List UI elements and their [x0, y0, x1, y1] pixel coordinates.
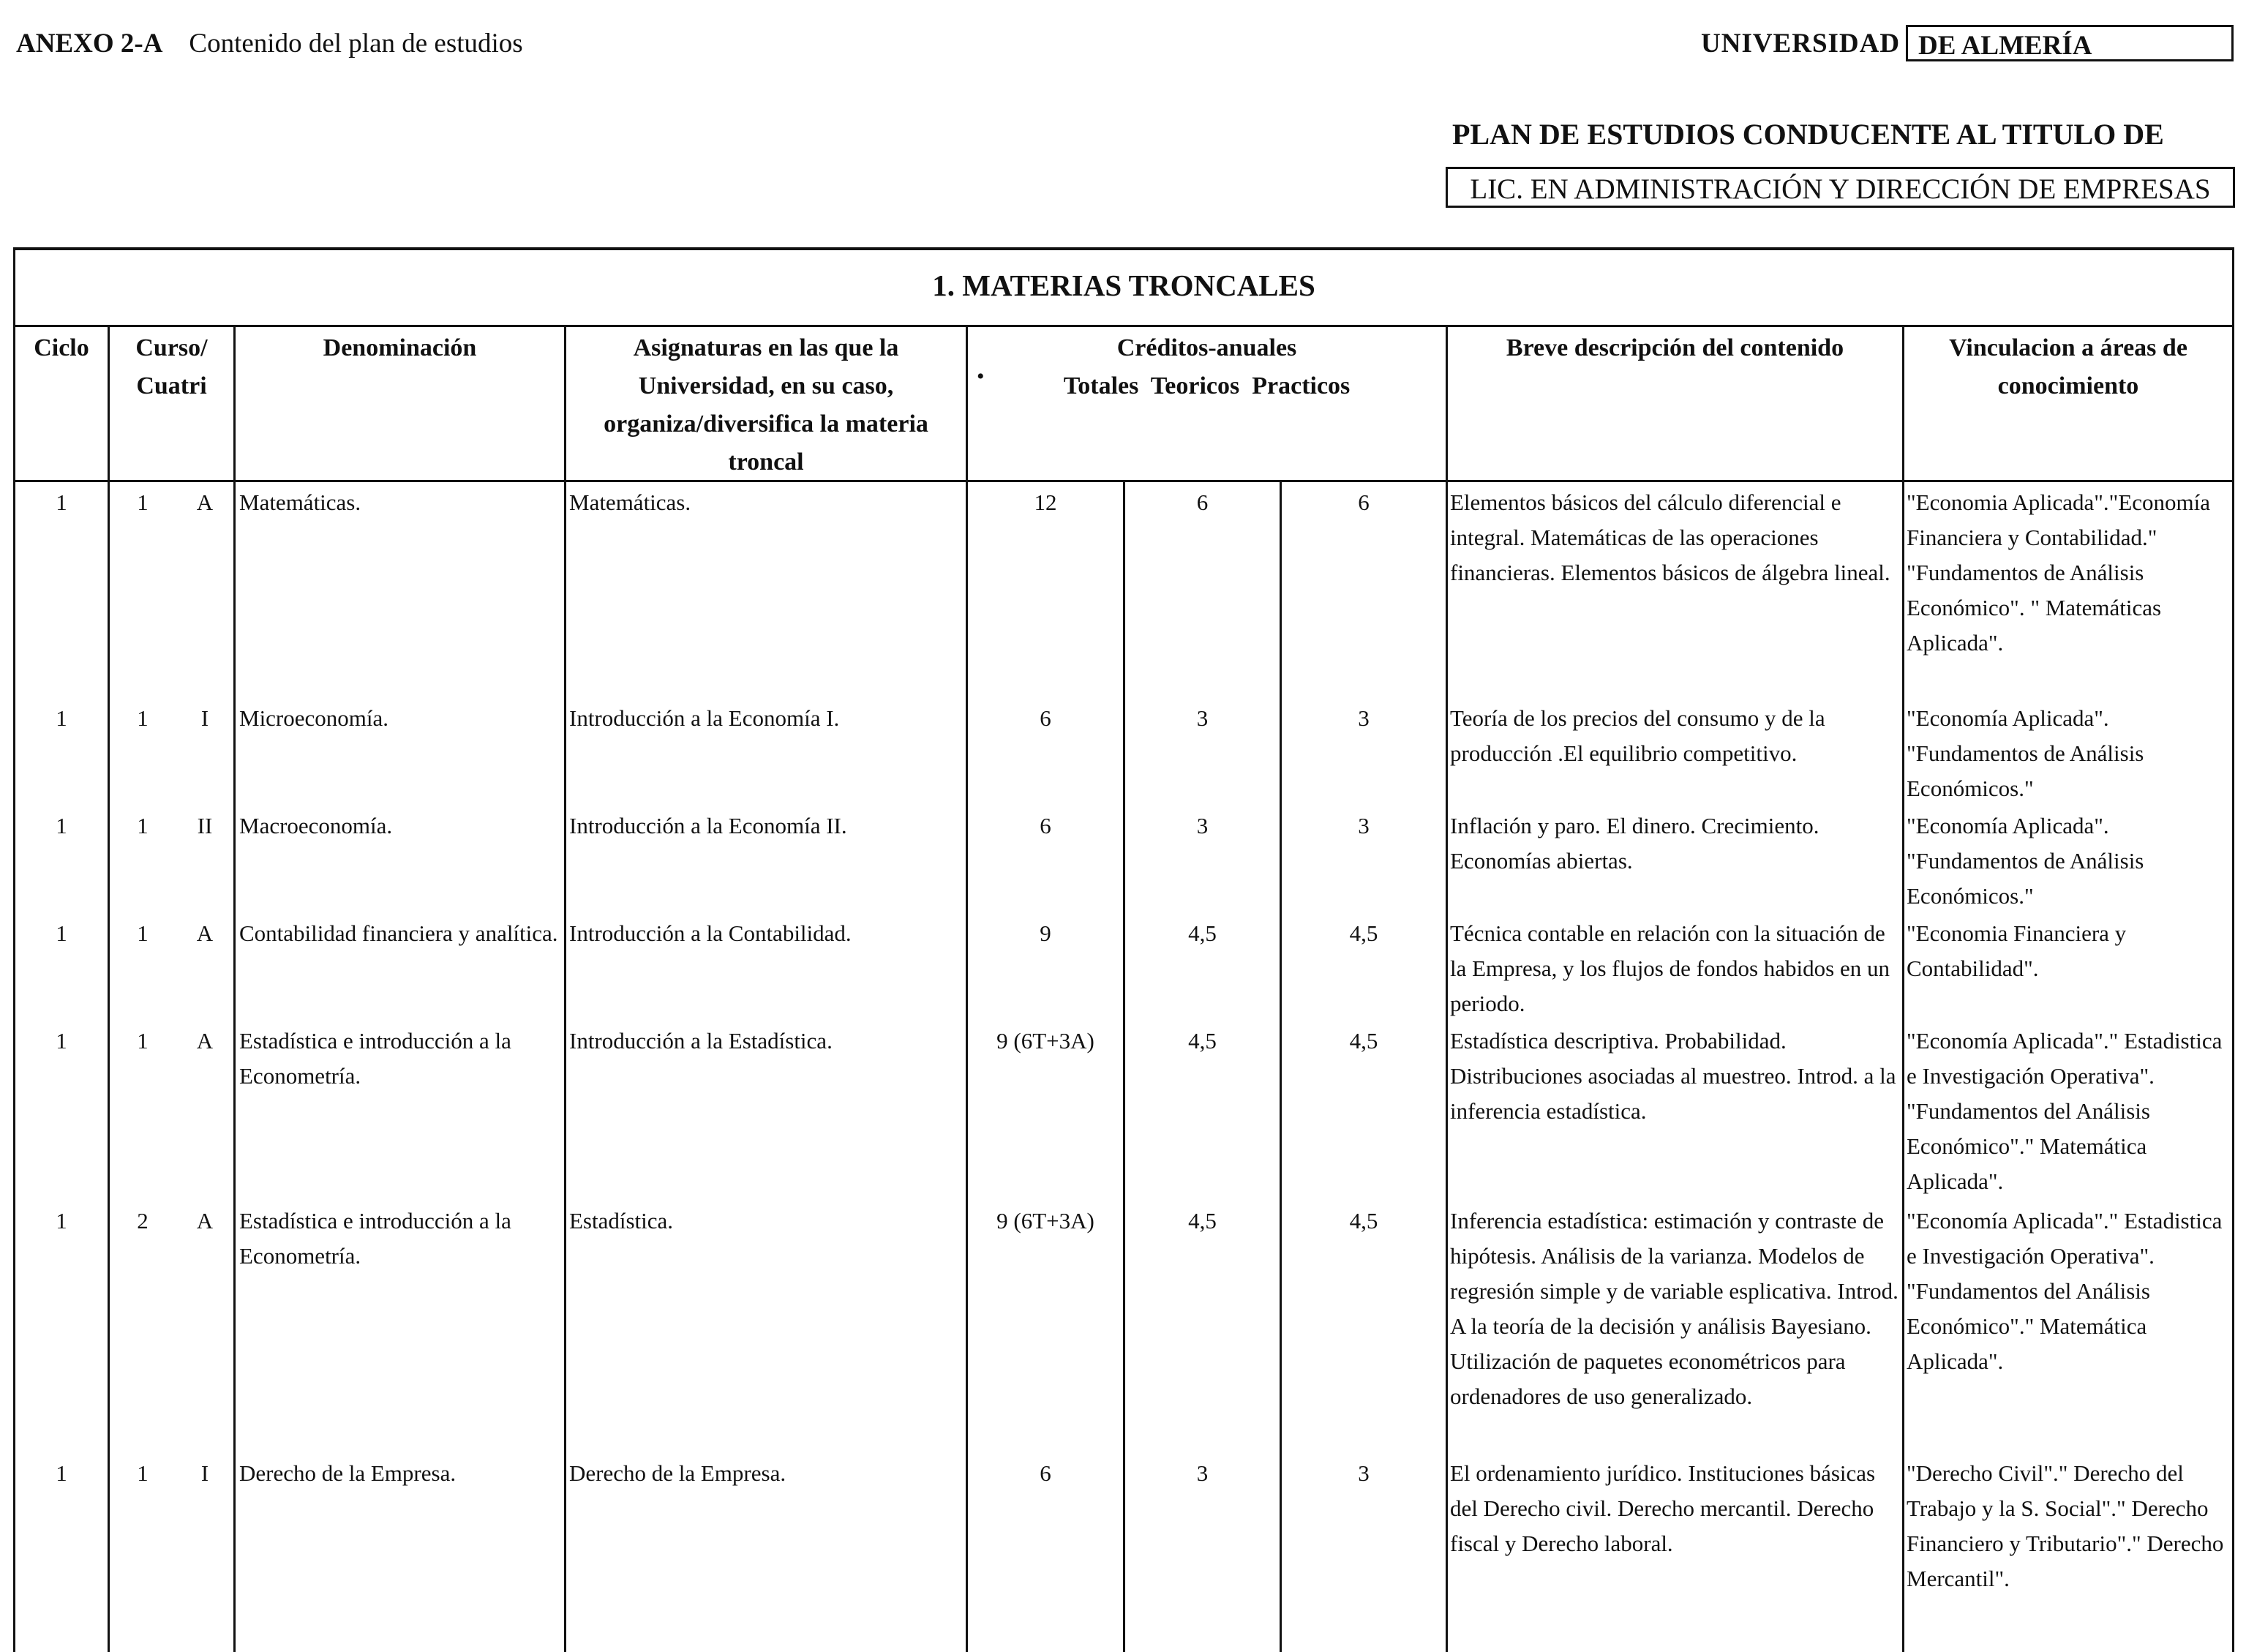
cell-denominacion: Contabilidad financiera y analítica.	[239, 920, 558, 946]
cell-teoricos: 4,5	[1188, 1028, 1217, 1054]
cell-ciclo: 1	[56, 813, 67, 838]
cell-denominacion: Derecho de la Empresa.	[239, 1460, 457, 1486]
cell-vinculacion: "Economía Aplicada"." Estadistica e Investigación Operativa". "Fundamentos del Análisis Económico"." Matemática Aplicada".	[1907, 1028, 2223, 1194]
section-divider	[13, 325, 2234, 327]
cell-curso: 1	[137, 813, 149, 838]
cell-descripcion: Teoría de los precios del consumo y de la producción .El equilibrio competitivo.	[1450, 705, 1825, 766]
cell-vinculacion: "Economía Aplicada". "Fundamentos de Análisis Económicos."	[1907, 813, 2144, 909]
cell-ciclo: 1	[56, 920, 67, 946]
cell-vinculacion: "Economia Financiera y Contabilidad".	[1907, 920, 2127, 981]
cell-curso: 1	[137, 705, 149, 731]
cell-asignatura: Introducción a la Estadística.	[569, 1028, 833, 1054]
cell-denominacion: Estadística e introducción a la Econometría.	[239, 1208, 511, 1269]
cell-asignatura: Derecho de la Empresa.	[569, 1460, 786, 1486]
header-vinculacion-line-2: conocimiento	[1997, 372, 2139, 399]
cell-ciclo: 1	[56, 1208, 67, 1234]
header-asignaturas-line-4: troncal	[728, 448, 804, 476]
header-vinculacion	[1904, 329, 2232, 405]
header-asignaturas-line-3: organiza/diversifica la materia	[604, 410, 928, 438]
header-creditos-sub: Totales Teoricos Practicos	[1063, 372, 1351, 399]
cell-cuatri: I	[200, 705, 209, 731]
cell-cuatri: A	[196, 1028, 214, 1054]
header-asignaturas-line-2: Universidad, en su caso,	[638, 372, 894, 399]
cell-cuatri: A	[196, 920, 214, 946]
cell-totales: 9	[1040, 920, 1051, 946]
university-name-box: DE ALMERÍA	[1906, 25, 2234, 61]
header-curso-label: Curso/	[135, 334, 208, 361]
cell-totales: 6	[1040, 705, 1051, 731]
cell-asignatura: Introducción a la Economía I.	[569, 705, 840, 731]
cell-ciclo: 1	[56, 705, 67, 731]
cell-practicos: 3	[1358, 813, 1370, 838]
cell-cuatri: A	[196, 1208, 214, 1234]
header-descripcion: Breve descripción del contenido	[1506, 334, 1844, 361]
header-denominacion: Denominación	[323, 334, 477, 361]
cell-asignatura: Matemáticas.	[569, 489, 691, 515]
header-cuatri-label: Cuatri	[136, 372, 207, 399]
cell-ciclo: 1	[56, 1460, 67, 1486]
cell-vinculacion: "Economía Aplicada"." Estadistica e Investigación Operativa". "Fundamentos del Análisis Económico"." Matemática Aplicada".	[1907, 1208, 2223, 1374]
plan-label: PLAN DE ESTUDIOS CONDUCENTE AL TITULO DE	[1452, 118, 2164, 151]
cell-practicos: 6	[1358, 489, 1370, 515]
cell-curso: 1	[137, 920, 149, 946]
cell-descripcion: Elementos básicos del cálculo diferencial e integral. Matemáticas de las operaciones financieras. Elementos básicos de álgebra lineal.	[1450, 489, 1890, 585]
annex-subtitle: Contenido del plan de estudios	[189, 29, 523, 59]
section-title: 1. MATERIAS TRONCALES	[932, 269, 1315, 302]
cell-teoricos: 3	[1196, 1460, 1209, 1486]
cell-totales: 12	[1034, 489, 1057, 515]
col-line-curso	[233, 326, 236, 1652]
cell-teoricos: 6	[1196, 489, 1209, 515]
university-label: UNIVERSIDAD	[1701, 29, 1901, 59]
cell-vinculacion: "Economia Aplicada"."Economía Financiera y Contabilidad." "Fundamentos de Análisis Económico". " Matemáticas Aplicada".	[1907, 489, 2211, 656]
cell-descripcion: El ordenamiento jurídico. Instituciones básicas del Derecho civil. Derecho mercantil. Derecho fiscal y Derecho laboral.	[1450, 1460, 1876, 1556]
cell-practicos: 4,5	[1349, 920, 1378, 946]
cell-cuatri: II	[197, 813, 213, 838]
cell-ciclo: 1	[56, 1028, 67, 1054]
header-curso	[110, 329, 233, 405]
cell-denominacion: Matemáticas.	[239, 489, 361, 515]
col-line-denominacion	[564, 326, 566, 1652]
cell-denominacion: Macroeconomía.	[239, 813, 393, 838]
cell-asignatura: Introducción a la Contabilidad.	[569, 920, 852, 946]
cell-cuatri: A	[196, 489, 214, 515]
cell-curso: 1	[137, 489, 149, 515]
cell-asignatura: Estadística.	[569, 1208, 674, 1234]
col-line-ciclo	[108, 326, 110, 1652]
cell-ciclo: 1	[56, 489, 67, 515]
cell-cuatri: I	[200, 1460, 209, 1486]
cell-practicos: 3	[1358, 705, 1370, 731]
cell-curso: 1	[137, 1460, 149, 1486]
header-creditos-label: Créditos-anuales	[1116, 334, 1297, 361]
cell-vinculacion: "Economía Aplicada". "Fundamentos de Análisis Económicos."	[1907, 705, 2144, 801]
col-line-descripcion	[1902, 326, 1904, 1652]
cell-curso: 1	[137, 1028, 149, 1054]
cell-teoricos: 3	[1196, 813, 1209, 838]
cell-teoricos: 4,5	[1188, 920, 1217, 946]
cell-practicos: 4,5	[1349, 1028, 1378, 1054]
cell-vinculacion: "Derecho Civil"." Derecho del Trabajo y la S. Social"." Derecho Financiero y Tributario"." Derecho Mercantil".	[1907, 1460, 2224, 1591]
col-line-asignaturas	[966, 326, 968, 1652]
header-creditos	[968, 329, 1446, 405]
header-ciclo: Ciclo	[34, 334, 89, 361]
cell-totales: 9 (6T+3A)	[996, 1028, 1094, 1054]
annex-label: ANEXO 2-A	[16, 29, 163, 59]
col-line-creditos	[1446, 326, 1448, 1652]
cell-descripcion: Estadística descriptiva. Probabilidad. Distribuciones asociadas al muestreo. Introd. a la inferencia estadística.	[1450, 1028, 1896, 1124]
cell-totales: 9 (6T+3A)	[996, 1208, 1094, 1234]
cell-descripcion: Inflación y paro. El dinero. Crecimiento. Economías abiertas.	[1450, 813, 1819, 874]
cell-denominacion: Microeconomía.	[239, 705, 389, 731]
header-asignaturas	[566, 329, 966, 481]
header-asignaturas-line-1: Asignaturas en las que la	[633, 334, 899, 361]
cell-practicos: 3	[1358, 1460, 1370, 1486]
cell-descripcion: Inferencia estadística: estimación y contraste de hipótesis. Análisis de la varianza. Modelos de regresión simple y de variable esplicativa. Introd. A la teoría de la decisión y análisis Bayesiano. Utilización de paquetes econométricos para ordenadores de uso generalizado.	[1450, 1208, 1898, 1409]
header-vinculacion-line-1: Vinculacion a áreas de	[1949, 334, 2187, 361]
bullet-mark: •	[977, 364, 985, 388]
cell-denominacion: Estadística e introducción a la Econometría.	[239, 1028, 511, 1089]
cell-teoricos: 4,5	[1188, 1208, 1217, 1234]
cell-totales: 6	[1040, 1460, 1051, 1486]
cell-asignatura: Introducción a la Economía II.	[569, 813, 847, 838]
cell-totales: 6	[1040, 813, 1051, 838]
cell-curso: 2	[137, 1208, 149, 1234]
cell-teoricos: 3	[1196, 705, 1209, 731]
degree-title-box: LIC. EN ADMINISTRACIÓN Y DIRECCIÓN DE EMPRESAS	[1446, 167, 2235, 208]
cell-practicos: 4,5	[1349, 1208, 1378, 1234]
cell-descripcion: Técnica contable en relación con la situación de la Empresa, y los flujos de fondos habidos en un periodo.	[1450, 920, 1890, 1016]
annex-header	[16, 28, 523, 59]
